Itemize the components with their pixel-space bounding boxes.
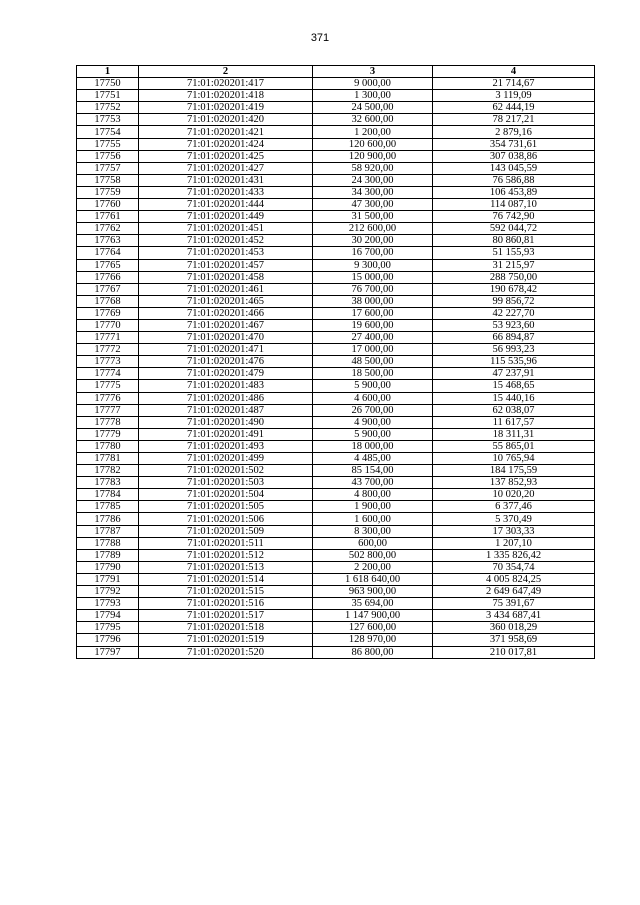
table-cell-col4: 53 923,60 bbox=[433, 319, 595, 331]
table-row bbox=[77, 537, 595, 549]
table-cell-col2: 71:01:020201:506 bbox=[139, 513, 313, 525]
table-cell-col1: 17793 bbox=[77, 598, 139, 610]
table-cell-col1: 17760 bbox=[77, 199, 139, 211]
table-row bbox=[77, 344, 595, 356]
table-cell-col2: 71:01:020201:513 bbox=[139, 561, 313, 573]
table-cell-col1: 17764 bbox=[77, 247, 139, 259]
table-cell-col1: 17790 bbox=[77, 561, 139, 573]
table-cell-col4: 2 879,16 bbox=[433, 126, 595, 138]
table-cell-col2: 71:01:020201:520 bbox=[139, 646, 313, 658]
table-cell-col4: 2 649 647,49 bbox=[433, 586, 595, 598]
table-row bbox=[77, 404, 595, 416]
table-cell-col2: 71:01:020201:451 bbox=[139, 223, 313, 235]
table-row bbox=[77, 150, 595, 162]
table-cell-col2: 71:01:020201:517 bbox=[139, 610, 313, 622]
table-cell-col1: 17759 bbox=[77, 186, 139, 198]
table-row bbox=[77, 416, 595, 428]
table-cell-col3: 30 200,00 bbox=[313, 235, 433, 247]
table-cell-col4: 76 742,90 bbox=[433, 211, 595, 223]
table-cell-col2: 71:01:020201:421 bbox=[139, 126, 313, 138]
table-cell-col1: 17767 bbox=[77, 283, 139, 295]
table-row bbox=[77, 440, 595, 452]
table-cell-col1: 17789 bbox=[77, 549, 139, 561]
table-cell-col1: 17770 bbox=[77, 319, 139, 331]
table-cell-col1: 17784 bbox=[77, 489, 139, 501]
table-cell-col3: 48 500,00 bbox=[313, 356, 433, 368]
table-cell-col2: 71:01:020201:504 bbox=[139, 489, 313, 501]
table-cell-col3: 18 000,00 bbox=[313, 440, 433, 452]
table-cell-col1: 17752 bbox=[77, 102, 139, 114]
table-cell-col3: 2 200,00 bbox=[313, 561, 433, 573]
table-cell-col2: 71:01:020201:433 bbox=[139, 186, 313, 198]
table-cell-col1: 17797 bbox=[77, 646, 139, 658]
table-cell-col1: 17780 bbox=[77, 440, 139, 452]
table-cell-col4: 47 237,91 bbox=[433, 368, 595, 380]
table-cell-col3: 43 700,00 bbox=[313, 477, 433, 489]
table-cell-col2: 71:01:020201:502 bbox=[139, 465, 313, 477]
table-row bbox=[77, 186, 595, 198]
table-row bbox=[77, 428, 595, 440]
table-cell-col3: 1 618 640,00 bbox=[313, 573, 433, 585]
table-row bbox=[77, 211, 595, 223]
table-cell-col4: 210 017,81 bbox=[433, 646, 595, 658]
table-cell-col2: 71:01:020201:461 bbox=[139, 283, 313, 295]
table-row bbox=[77, 513, 595, 525]
table-row bbox=[77, 573, 595, 585]
table-row bbox=[77, 586, 595, 598]
column-header-2: 2 bbox=[139, 66, 313, 78]
table-cell-col4: 137 852,93 bbox=[433, 477, 595, 489]
table-cell-col3: 24 500,00 bbox=[313, 102, 433, 114]
table-cell-col3: 19 600,00 bbox=[313, 319, 433, 331]
table-cell-col3: 502 800,00 bbox=[313, 549, 433, 561]
table-cell-col1: 17754 bbox=[77, 126, 139, 138]
table-row bbox=[77, 489, 595, 501]
table-cell-col1: 17795 bbox=[77, 622, 139, 634]
table-cell-col1: 17751 bbox=[77, 90, 139, 102]
table-row bbox=[77, 114, 595, 126]
table-row bbox=[77, 501, 595, 513]
table-row bbox=[77, 561, 595, 573]
table-row bbox=[77, 392, 595, 404]
table-cell-col4: 62 038,07 bbox=[433, 404, 595, 416]
table-cell-col2: 71:01:020201:466 bbox=[139, 307, 313, 319]
table-cell-col2: 71:01:020201:418 bbox=[139, 90, 313, 102]
table-row bbox=[77, 295, 595, 307]
table-cell-col2: 71:01:020201:457 bbox=[139, 259, 313, 271]
table-cell-col4: 66 894,87 bbox=[433, 332, 595, 344]
table-cell-col2: 71:01:020201:518 bbox=[139, 622, 313, 634]
table-cell-col2: 71:01:020201:479 bbox=[139, 368, 313, 380]
table-cell-col2: 71:01:020201:449 bbox=[139, 211, 313, 223]
data-table bbox=[76, 65, 595, 659]
table-cell-col2: 71:01:020201:471 bbox=[139, 344, 313, 356]
table-cell-col4: 106 453,89 bbox=[433, 186, 595, 198]
table-cell-col3: 4 485,00 bbox=[313, 453, 433, 465]
table-cell-col3: 17 000,00 bbox=[313, 344, 433, 356]
table-cell-col3: 26 700,00 bbox=[313, 404, 433, 416]
table-cell-col3: 34 300,00 bbox=[313, 186, 433, 198]
table-cell-col4: 115 535,96 bbox=[433, 356, 595, 368]
table-cell-col1: 17791 bbox=[77, 573, 139, 585]
table-cell-col3: 35 694,00 bbox=[313, 598, 433, 610]
column-header-3: 3 bbox=[313, 66, 433, 78]
table-cell-col3: 17 600,00 bbox=[313, 307, 433, 319]
table-cell-col4: 55 865,01 bbox=[433, 440, 595, 452]
table-cell-col2: 71:01:020201:486 bbox=[139, 392, 313, 404]
table-row bbox=[77, 78, 595, 90]
table-cell-col3: 1 900,00 bbox=[313, 501, 433, 513]
table-cell-col4: 10 765,94 bbox=[433, 453, 595, 465]
table-cell-col1: 17762 bbox=[77, 223, 139, 235]
table-cell-col3: 15 000,00 bbox=[313, 271, 433, 283]
table-row bbox=[77, 525, 595, 537]
table-cell-col2: 71:01:020201:515 bbox=[139, 586, 313, 598]
table-cell-col4: 592 044,72 bbox=[433, 223, 595, 235]
table-cell-col4: 51 155,93 bbox=[433, 247, 595, 259]
table-cell-col3: 4 800,00 bbox=[313, 489, 433, 501]
table-cell-col3: 120 600,00 bbox=[313, 138, 433, 150]
table-cell-col4: 1 207,10 bbox=[433, 537, 595, 549]
table-cell-col4: 143 045,59 bbox=[433, 162, 595, 174]
table-cell-col3: 47 300,00 bbox=[313, 199, 433, 211]
table-row bbox=[77, 549, 595, 561]
table-cell-col1: 17772 bbox=[77, 344, 139, 356]
table-cell-col4: 288 750,00 bbox=[433, 271, 595, 283]
table-row bbox=[77, 259, 595, 271]
table-cell-col3: 600,00 bbox=[313, 537, 433, 549]
table-cell-col4: 11 617,57 bbox=[433, 416, 595, 428]
table-cell-col1: 17779 bbox=[77, 428, 139, 440]
table-cell-col3: 212 600,00 bbox=[313, 223, 433, 235]
table-cell-col4: 184 175,59 bbox=[433, 465, 595, 477]
table-cell-col4: 371 958,69 bbox=[433, 634, 595, 646]
table-cell-col3: 16 700,00 bbox=[313, 247, 433, 259]
table-row bbox=[77, 138, 595, 150]
table-cell-col1: 17777 bbox=[77, 404, 139, 416]
table-cell-col2: 71:01:020201:417 bbox=[139, 78, 313, 90]
table-row bbox=[77, 465, 595, 477]
table-row bbox=[77, 307, 595, 319]
table-cell-col3: 1 147 900,00 bbox=[313, 610, 433, 622]
table-cell-col1: 17757 bbox=[77, 162, 139, 174]
table-row bbox=[77, 271, 595, 283]
table-cell-col2: 71:01:020201:487 bbox=[139, 404, 313, 416]
table-cell-col4: 76 586,88 bbox=[433, 174, 595, 186]
table-cell-col1: 17756 bbox=[77, 150, 139, 162]
table-row bbox=[77, 283, 595, 295]
table-cell-col2: 71:01:020201:431 bbox=[139, 174, 313, 186]
table-row bbox=[77, 380, 595, 392]
table-cell-col3: 85 154,00 bbox=[313, 465, 433, 477]
table-cell-col4: 10 020,20 bbox=[433, 489, 595, 501]
table-cell-col4: 62 444,19 bbox=[433, 102, 595, 114]
table-cell-col3: 58 920,00 bbox=[313, 162, 433, 174]
table-row bbox=[77, 90, 595, 102]
table-cell-col3: 9 300,00 bbox=[313, 259, 433, 271]
table-cell-col3: 27 400,00 bbox=[313, 332, 433, 344]
table-cell-col2: 71:01:020201:519 bbox=[139, 634, 313, 646]
table-cell-col3: 86 800,00 bbox=[313, 646, 433, 658]
table-cell-col2: 71:01:020201:491 bbox=[139, 428, 313, 440]
table-cell-col4: 75 391,67 bbox=[433, 598, 595, 610]
table-cell-col1: 17761 bbox=[77, 211, 139, 223]
table-cell-col2: 71:01:020201:476 bbox=[139, 356, 313, 368]
table-cell-col1: 17781 bbox=[77, 453, 139, 465]
table-row bbox=[77, 319, 595, 331]
table-cell-col4: 70 354,74 bbox=[433, 561, 595, 573]
table-cell-col1: 17775 bbox=[77, 380, 139, 392]
table-cell-col1: 17755 bbox=[77, 138, 139, 150]
table-row bbox=[77, 199, 595, 211]
table-cell-col3: 5 900,00 bbox=[313, 380, 433, 392]
table-cell-col3: 32 600,00 bbox=[313, 114, 433, 126]
table-cell-col1: 17750 bbox=[77, 78, 139, 90]
table-cell-col4: 15 468,65 bbox=[433, 380, 595, 392]
table-row bbox=[77, 368, 595, 380]
table-row bbox=[77, 646, 595, 658]
table-cell-col4: 78 217,21 bbox=[433, 114, 595, 126]
table-cell-col4: 80 860,81 bbox=[433, 235, 595, 247]
table-cell-col3: 8 300,00 bbox=[313, 525, 433, 537]
table-cell-col4: 18 311,31 bbox=[433, 428, 595, 440]
table-row bbox=[77, 223, 595, 235]
table-cell-col1: 17783 bbox=[77, 477, 139, 489]
table-cell-col4: 3 434 687,41 bbox=[433, 610, 595, 622]
table-cell-col4: 21 714,67 bbox=[433, 78, 595, 90]
table-cell-col2: 71:01:020201:424 bbox=[139, 138, 313, 150]
table-cell-col3: 24 300,00 bbox=[313, 174, 433, 186]
table-cell-col4: 3 119,09 bbox=[433, 90, 595, 102]
table-cell-col4: 42 227,70 bbox=[433, 307, 595, 319]
table-row bbox=[77, 235, 595, 247]
table-cell-col3: 963 900,00 bbox=[313, 586, 433, 598]
table-cell-col1: 17796 bbox=[77, 634, 139, 646]
table-cell-col2: 71:01:020201:470 bbox=[139, 332, 313, 344]
table-cell-col4: 1 335 826,42 bbox=[433, 549, 595, 561]
table-cell-col2: 71:01:020201:483 bbox=[139, 380, 313, 392]
table-row bbox=[77, 610, 595, 622]
table-cell-col4: 17 303,33 bbox=[433, 525, 595, 537]
table-cell-col4: 31 215,97 bbox=[433, 259, 595, 271]
table-row bbox=[77, 634, 595, 646]
table-cell-col3: 4 900,00 bbox=[313, 416, 433, 428]
table-cell-col1: 17782 bbox=[77, 465, 139, 477]
table-cell-col2: 71:01:020201:452 bbox=[139, 235, 313, 247]
table-cell-col2: 71:01:020201:490 bbox=[139, 416, 313, 428]
table-cell-col3: 1 300,00 bbox=[313, 90, 433, 102]
table-cell-col1: 17769 bbox=[77, 307, 139, 319]
table-cell-col3: 1 600,00 bbox=[313, 513, 433, 525]
table-cell-col4: 5 370,49 bbox=[433, 513, 595, 525]
table-cell-col3: 76 700,00 bbox=[313, 283, 433, 295]
table-cell-col2: 71:01:020201:505 bbox=[139, 501, 313, 513]
table-cell-col4: 99 856,72 bbox=[433, 295, 595, 307]
table-cell-col1: 17774 bbox=[77, 368, 139, 380]
table-row bbox=[77, 162, 595, 174]
table-row bbox=[77, 598, 595, 610]
table-cell-col1: 17765 bbox=[77, 259, 139, 271]
column-header-1: 1 bbox=[77, 66, 139, 78]
table-cell-col2: 71:01:020201:420 bbox=[139, 114, 313, 126]
table-cell-col2: 71:01:020201:444 bbox=[139, 199, 313, 211]
table-cell-col2: 71:01:020201:503 bbox=[139, 477, 313, 489]
table-cell-col2: 71:01:020201:465 bbox=[139, 295, 313, 307]
table-cell-col2: 71:01:020201:514 bbox=[139, 573, 313, 585]
table-cell-col2: 71:01:020201:458 bbox=[139, 271, 313, 283]
table-cell-col3: 9 000,00 bbox=[313, 78, 433, 90]
table-cell-col1: 17768 bbox=[77, 295, 139, 307]
table-cell-col2: 71:01:020201:499 bbox=[139, 453, 313, 465]
table-cell-col1: 17792 bbox=[77, 586, 139, 598]
table-cell-col3: 38 000,00 bbox=[313, 295, 433, 307]
table-cell-col1: 17785 bbox=[77, 501, 139, 513]
table-cell-col1: 17786 bbox=[77, 513, 139, 525]
table-cell-col3: 120 900,00 bbox=[313, 150, 433, 162]
table-cell-col2: 71:01:020201:509 bbox=[139, 525, 313, 537]
table-cell-col4: 15 440,16 bbox=[433, 392, 595, 404]
table-cell-col1: 17776 bbox=[77, 392, 139, 404]
table-cell-col1: 17788 bbox=[77, 537, 139, 549]
table-cell-col3: 127 600,00 bbox=[313, 622, 433, 634]
table-cell-col3: 5 900,00 bbox=[313, 428, 433, 440]
table-cell-col1: 17758 bbox=[77, 174, 139, 186]
table-cell-col1: 17794 bbox=[77, 610, 139, 622]
table-cell-col2: 71:01:020201:453 bbox=[139, 247, 313, 259]
table-row bbox=[77, 622, 595, 634]
page-number: 371 bbox=[310, 32, 330, 44]
table-cell-col2: 71:01:020201:493 bbox=[139, 440, 313, 452]
table-cell-col2: 71:01:020201:512 bbox=[139, 549, 313, 561]
table-cell-col4: 114 087,10 bbox=[433, 199, 595, 211]
table-cell-col3: 31 500,00 bbox=[313, 211, 433, 223]
table-cell-col3: 1 200,00 bbox=[313, 126, 433, 138]
table-row bbox=[77, 477, 595, 489]
table-cell-col4: 56 993,23 bbox=[433, 344, 595, 356]
column-header-4: 4 bbox=[433, 66, 595, 78]
table-cell-col4: 307 038,86 bbox=[433, 150, 595, 162]
table-header-row bbox=[77, 66, 595, 78]
table-cell-col2: 71:01:020201:425 bbox=[139, 150, 313, 162]
table-row bbox=[77, 174, 595, 186]
table-body bbox=[77, 78, 595, 659]
table-cell-col3: 128 970,00 bbox=[313, 634, 433, 646]
table-cell-col2: 71:01:020201:467 bbox=[139, 319, 313, 331]
table-cell-col4: 4 005 824,25 bbox=[433, 573, 595, 585]
table-cell-col2: 71:01:020201:427 bbox=[139, 162, 313, 174]
table-cell-col1: 17763 bbox=[77, 235, 139, 247]
table-cell-col4: 354 731,61 bbox=[433, 138, 595, 150]
table-row bbox=[77, 102, 595, 114]
table-cell-col2: 71:01:020201:511 bbox=[139, 537, 313, 549]
table-cell-col1: 17773 bbox=[77, 356, 139, 368]
table-row bbox=[77, 126, 595, 138]
table-cell-col1: 17753 bbox=[77, 114, 139, 126]
table-cell-col2: 71:01:020201:516 bbox=[139, 598, 313, 610]
table-row bbox=[77, 247, 595, 259]
table-cell-col3: 4 600,00 bbox=[313, 392, 433, 404]
table-cell-col1: 17778 bbox=[77, 416, 139, 428]
table-cell-col1: 17766 bbox=[77, 271, 139, 283]
table-row bbox=[77, 332, 595, 344]
table-cell-col1: 17771 bbox=[77, 332, 139, 344]
table-cell-col2: 71:01:020201:419 bbox=[139, 102, 313, 114]
table-cell-col4: 6 377,46 bbox=[433, 501, 595, 513]
table-cell-col1: 17787 bbox=[77, 525, 139, 537]
table-row bbox=[77, 356, 595, 368]
table-row bbox=[77, 453, 595, 465]
table-cell-col4: 190 678,42 bbox=[433, 283, 595, 295]
table-cell-col3: 18 500,00 bbox=[313, 368, 433, 380]
table-cell-col4: 360 018,29 bbox=[433, 622, 595, 634]
